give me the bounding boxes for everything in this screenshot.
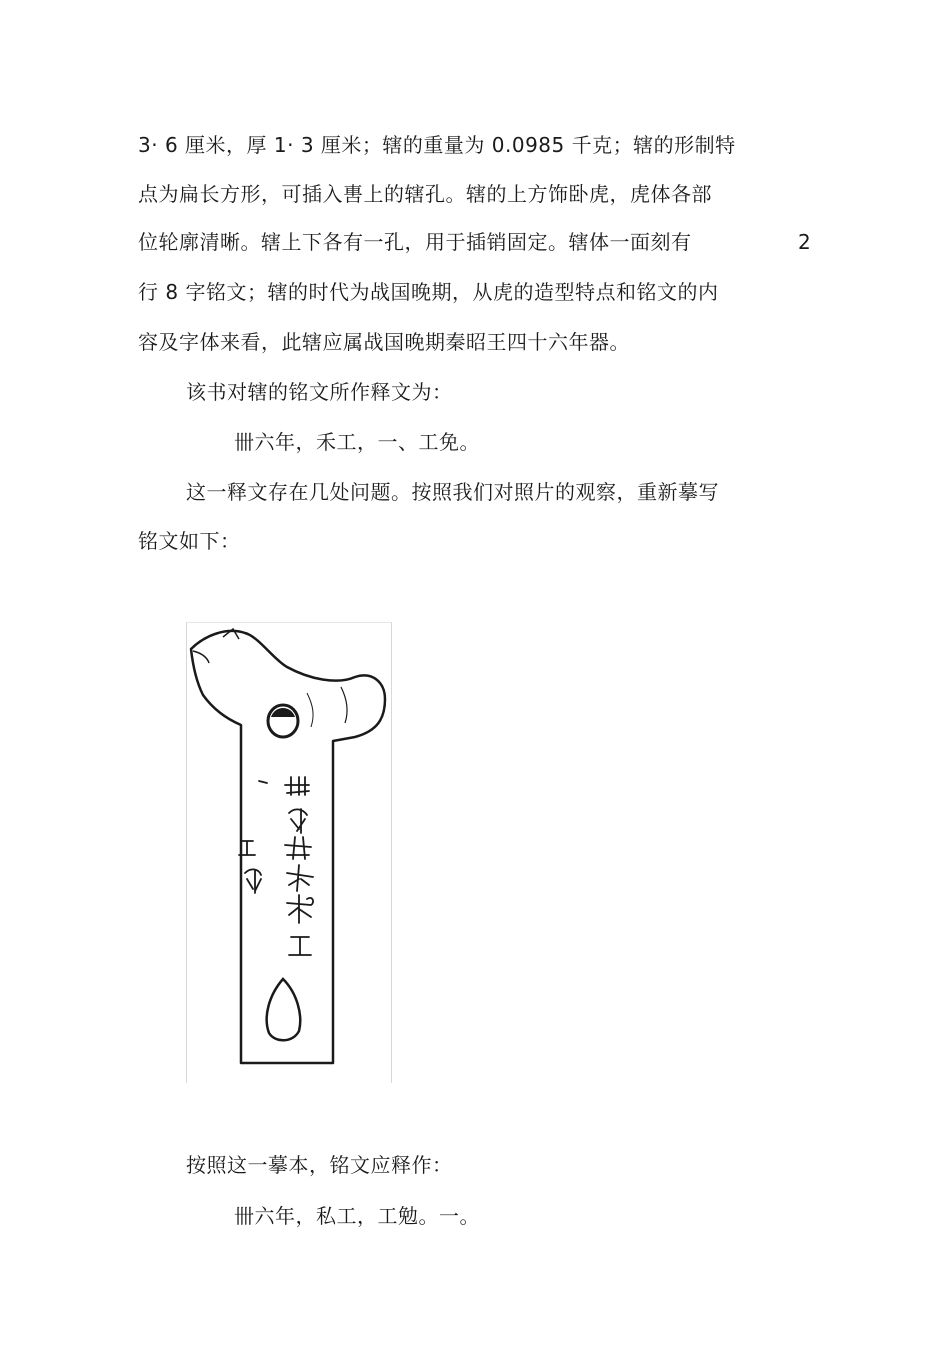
- body-text-line: 点为扁长方形，可插入軎上的辖孔。辖的上方饰卧虎，虎体各部: [138, 182, 712, 206]
- body-text-line: 容及字体来看，此辖应属战国晚期秦昭王四十六年器。: [138, 330, 630, 354]
- body-text-line: 铭文如下：: [138, 529, 241, 553]
- body-text-number: 2: [798, 230, 811, 254]
- body-text-line: 3· 6 厘米，厚 1· 3 厘米；辖的重量为 0.0985 千克；辖的形制特: [138, 133, 736, 157]
- body-text-line: 行 8 字铭文；辖的时代为战国晚期，从虎的造型特点和铭文的内: [138, 280, 719, 304]
- quoted-inscription: 卌六年，禾工，一、工免。: [234, 430, 480, 454]
- body-text-line: 按照这一摹本，铭文应释作：: [186, 1153, 453, 1177]
- body-text-line: 位轮廓清晰。辖上下各有一孔，用于插销固定。辖体一面刻有: [138, 230, 692, 254]
- linchpin-drawing: [187, 623, 391, 1083]
- quoted-inscription: 卌六年，私工，工勉。一。: [234, 1204, 480, 1228]
- inscription-drawing-figure: [186, 622, 392, 1083]
- body-text-line: 这一释文存在几处问题。按照我们对照片的观察，重新摹写: [186, 480, 719, 504]
- body-text-line: 该书对辖的铭文所作释文为：: [186, 380, 453, 404]
